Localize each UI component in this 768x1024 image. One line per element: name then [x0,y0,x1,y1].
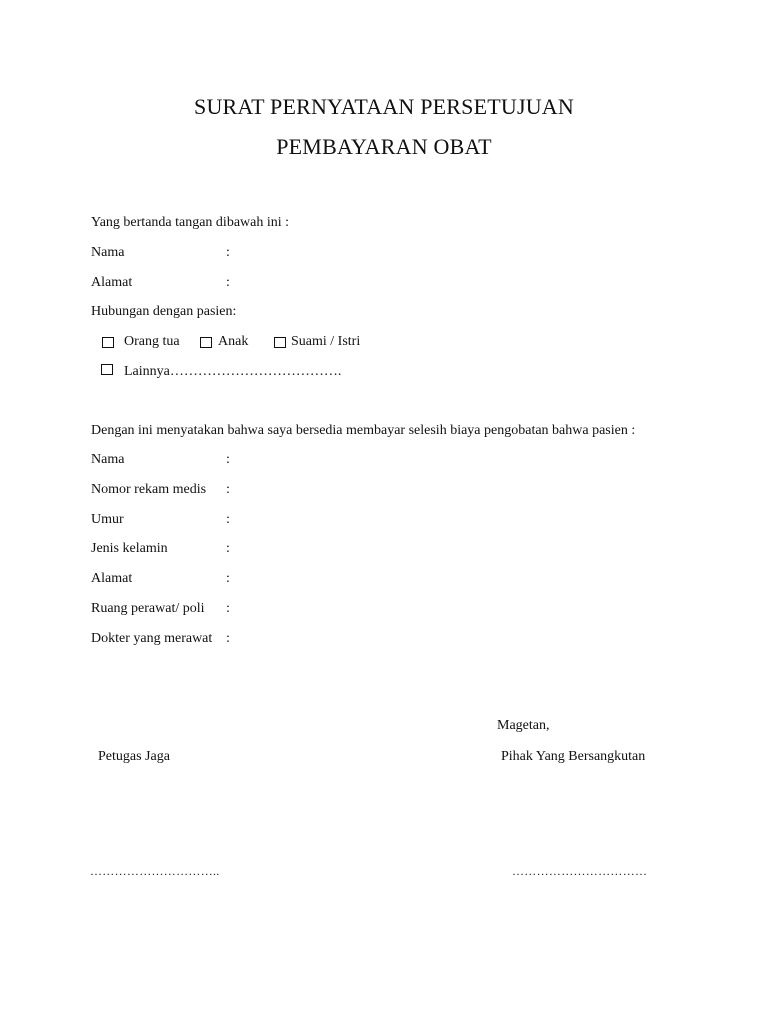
right-signature-line: …………………………… [512,864,648,878]
right-signer-role: Pihak Yang Bersangkutan [501,749,646,764]
signature-place-date: Magetan, [497,718,550,733]
checkbox-suami-istri[interactable] [274,337,286,348]
relationship-label: Hubungan dengan pasien: [91,304,237,319]
option-label-anak: Anak [218,334,249,349]
patient-name-colon: : [226,452,230,467]
gender-label: Jenis kelamin [91,541,168,556]
statement-text: Dengan ini menyatakan bahwa saya bersedia membayar selesih biaya pengobatan bahwa pasien : [91,423,636,438]
ward-label: Ruang perawat/ poli [91,601,205,616]
patient-address-label: Alamat [91,571,133,586]
document-title-line-1: SURAT PERNYATAAN PERSETUJUAN [194,94,574,119]
medical-record-colon: : [226,482,230,497]
checkbox-lainnya[interactable] [101,364,113,375]
left-signature-line: ………………………….. [90,864,220,878]
signer-address-label: Alamat [91,275,133,290]
signer-intro: Yang bertanda tangan dibawah ini : [91,215,290,230]
medical-record-label: Nomor rekam medis [91,482,207,497]
option-label-orang-tua: Orang tua [124,334,180,349]
age-colon: : [226,512,230,527]
left-signer-role: Petugas Jaga [98,749,170,764]
option-label-suami-istri: Suami / Istri [291,334,361,349]
age-label: Umur [91,512,124,527]
signer-name-colon: : [226,245,230,260]
doctor-label: Dokter yang merawat [91,631,213,646]
signer-address-colon: : [226,275,230,290]
patient-name-label: Nama [91,452,125,467]
ward-colon: : [226,601,230,616]
checkbox-anak[interactable] [200,337,212,348]
gender-colon: : [226,541,230,556]
checkbox-orang-tua[interactable] [102,337,114,348]
document-title-line-2: PEMBAYARAN OBAT [276,134,492,159]
signer-name-label: Nama [91,245,125,260]
doctor-colon: : [226,631,230,646]
patient-address-colon: : [226,571,230,586]
option-label-lainnya: Lainnya………………………………. [124,364,342,379]
